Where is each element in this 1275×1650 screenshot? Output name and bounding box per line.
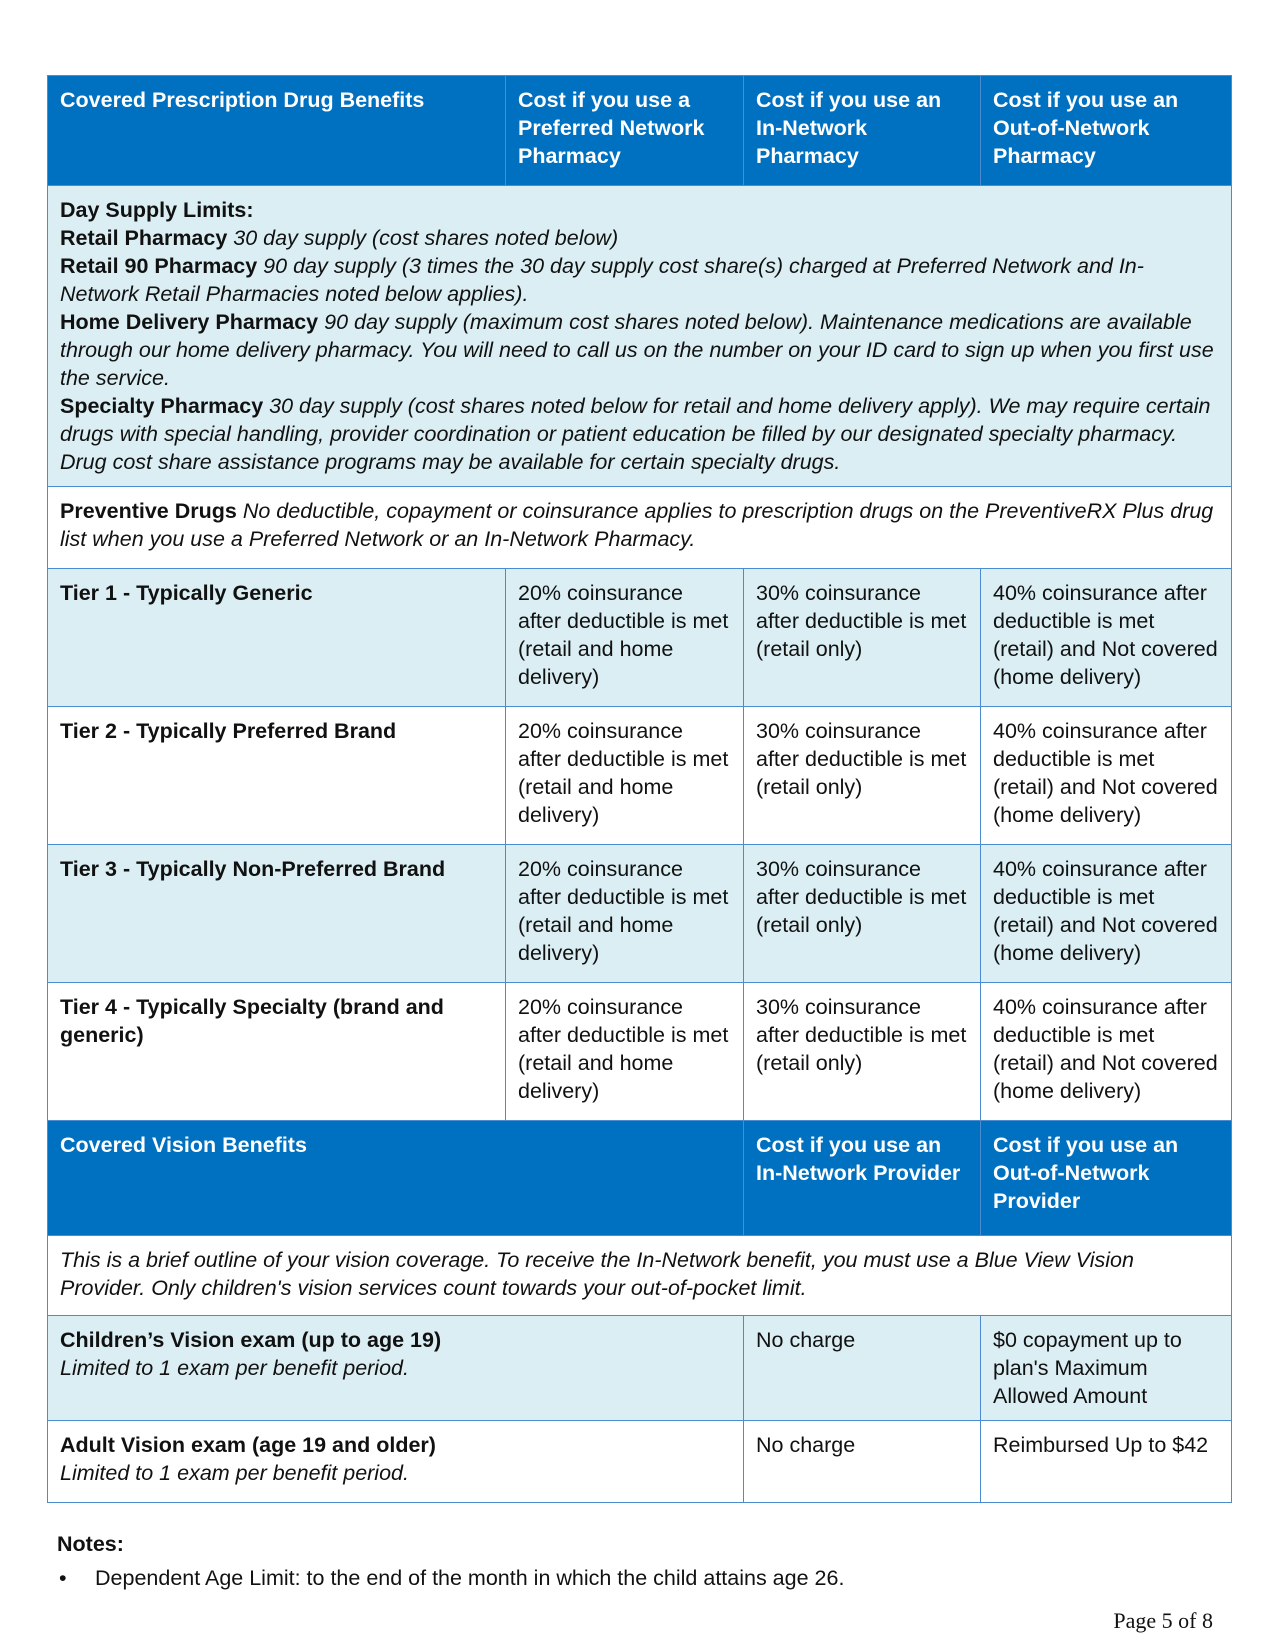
tier-preferred-cost: 20% coinsurance after deductible is met (retail and home delivery) (506, 983, 744, 1121)
specialty-pharmacy-line (60, 392, 1219, 476)
preventive-text: No deductible, copayment or coinsurance applies to prescription drugs on the PreventiveRX Plus drug list when you use a Preferred Network or an In-Network Pharmacy. (60, 499, 1214, 551)
day-supply-cell (48, 186, 1232, 487)
tier-name: Tier 4 - Typically Specialty (brand and generic) (48, 983, 506, 1121)
preventive-row (48, 487, 1232, 569)
preventive-label: Preventive Drugs (60, 499, 237, 523)
day-supply-row (48, 186, 1232, 487)
vision-row (48, 1421, 1232, 1503)
vision-service-cell (48, 1316, 744, 1421)
tier-row (48, 707, 1232, 845)
tier-in-network-cost: 30% coinsurance after deductible is met (retail only) (744, 983, 981, 1121)
home-delivery-label: Home Delivery Pharmacy (60, 310, 319, 334)
benefits-document (47, 75, 1231, 1503)
tier-row (48, 845, 1232, 983)
notes-title: Notes: (57, 1532, 124, 1556)
vision-in-network-cost: No charge (744, 1421, 981, 1503)
page-number: Page 5 of 8 (1113, 1608, 1213, 1633)
vision-service-name: Children’s Vision exam (up to age 19) (60, 1328, 442, 1352)
tier-row (48, 569, 1232, 707)
retail90-pharmacy-label: Retail 90 Pharmacy (60, 254, 258, 278)
tier-row (48, 983, 1232, 1121)
vision-header-row (48, 1121, 1232, 1236)
retail90-pharmacy-line (60, 252, 1219, 308)
vision-out-network-cost: Reimbursed Up to $42 (981, 1421, 1232, 1503)
vision-row (48, 1316, 1232, 1421)
tier-preferred-cost: 20% coinsurance after deductible is met (retail and home delivery) (506, 845, 744, 983)
tier-out-network-cost: 40% coinsurance after deductible is met (retail) and Not covered (home delivery) (981, 707, 1232, 845)
notes-item (57, 1566, 844, 1591)
notes-item-text: Dependent Age Limit: to the end of the month in which the child attains age 26. (95, 1566, 845, 1590)
retail90-pharmacy-text: 90 day supply (3 times the 30 day supply cost share(s) charged at Preferred Network and In-Network Retail Pharmacies noted below applies). (60, 254, 1144, 306)
vision-in-network-cost: No charge (744, 1316, 981, 1421)
drug-header-preferred: Cost if you use a Preferred Network Pharmacy (506, 76, 744, 186)
vision-intro: This is a brief outline of your vision coverage. To receive the In-Network benefit, you must use a Blue View Vision Provider. Only children's vision services count towards your out-of-pocket limit. (48, 1236, 1232, 1316)
vision-header-out-network: Cost if you use an Out-of-Network Provider (981, 1121, 1232, 1236)
vision-intro-row (48, 1236, 1232, 1316)
tier-preferred-cost: 20% coinsurance after deductible is met (retail and home delivery) (506, 707, 744, 845)
vision-service-cell (48, 1421, 744, 1503)
preventive-cell (48, 487, 1232, 569)
vision-service-name: Adult Vision exam (age 19 and older) (60, 1433, 436, 1457)
day-supply-title: Day Supply Limits: (60, 198, 254, 222)
tier-out-network-cost: 40% coinsurance after deductible is met (retail) and Not covered (home delivery) (981, 983, 1232, 1121)
tier-in-network-cost: 30% coinsurance after deductible is met (retail only) (744, 569, 981, 707)
tier-name: Tier 2 - Typically Preferred Brand (48, 707, 506, 845)
home-delivery-text: 90 day supply (maximum cost shares noted below). Maintenance medications are available through our home delivery pharmacy. You will need to call us on the number on your ID card to sign up when you first use the service. (60, 310, 1214, 390)
tier-out-network-cost: 40% coinsurance after deductible is met (retail) and Not covered (home delivery) (981, 845, 1232, 983)
tier-in-network-cost: 30% coinsurance after deductible is met (retail only) (744, 707, 981, 845)
vision-header-in-network: Cost if you use an In-Network Provider (744, 1121, 981, 1236)
retail-pharmacy-label: Retail Pharmacy (60, 226, 228, 250)
retail-pharmacy-line (60, 224, 1219, 252)
vision-out-network-cost: $0 copayment up to plan's Maximum Allowed Amount (981, 1316, 1232, 1421)
bullet-icon: • (59, 1566, 67, 1590)
benefits-table (47, 75, 1232, 1503)
notes-list (57, 1566, 844, 1591)
drug-header-out-network: Cost if you use an Out-of-Network Pharmacy (981, 76, 1232, 186)
retail-pharmacy-text: 30 day supply (cost shares noted below) (227, 226, 619, 250)
tier-in-network-cost: 30% coinsurance after deductible is met (retail only) (744, 845, 981, 983)
drug-header-in-network: Cost if you use an In-Network Pharmacy (744, 76, 981, 186)
vision-header-benefits: Covered Vision Benefits (48, 1121, 744, 1236)
tier-out-network-cost: 40% coinsurance after deductible is met (retail) and Not covered (home delivery) (981, 569, 1232, 707)
drug-header-benefits: Covered Prescription Drug Benefits (48, 76, 506, 186)
tier-preferred-cost: 20% coinsurance after deductible is met (retail and home delivery) (506, 569, 744, 707)
tier-name: Tier 3 - Typically Non-Preferred Brand (48, 845, 506, 983)
home-delivery-line (60, 308, 1219, 392)
specialty-pharmacy-label: Specialty Pharmacy (60, 394, 264, 418)
vision-service-note: Limited to 1 exam per benefit period. (60, 1461, 409, 1485)
tier-name: Tier 1 - Typically Generic (48, 569, 506, 707)
vision-service-note: Limited to 1 exam per benefit period. (60, 1356, 409, 1380)
specialty-pharmacy-text: 30 day supply (cost shares noted below for retail and home delivery apply). We may require certain drugs with special handling, provider coordination or patient education be filled by our designated specialty pharmacy. Drug cost share assistance programs may be available for certain specialty drugs. (60, 394, 1211, 474)
drug-header-row (48, 76, 1232, 186)
